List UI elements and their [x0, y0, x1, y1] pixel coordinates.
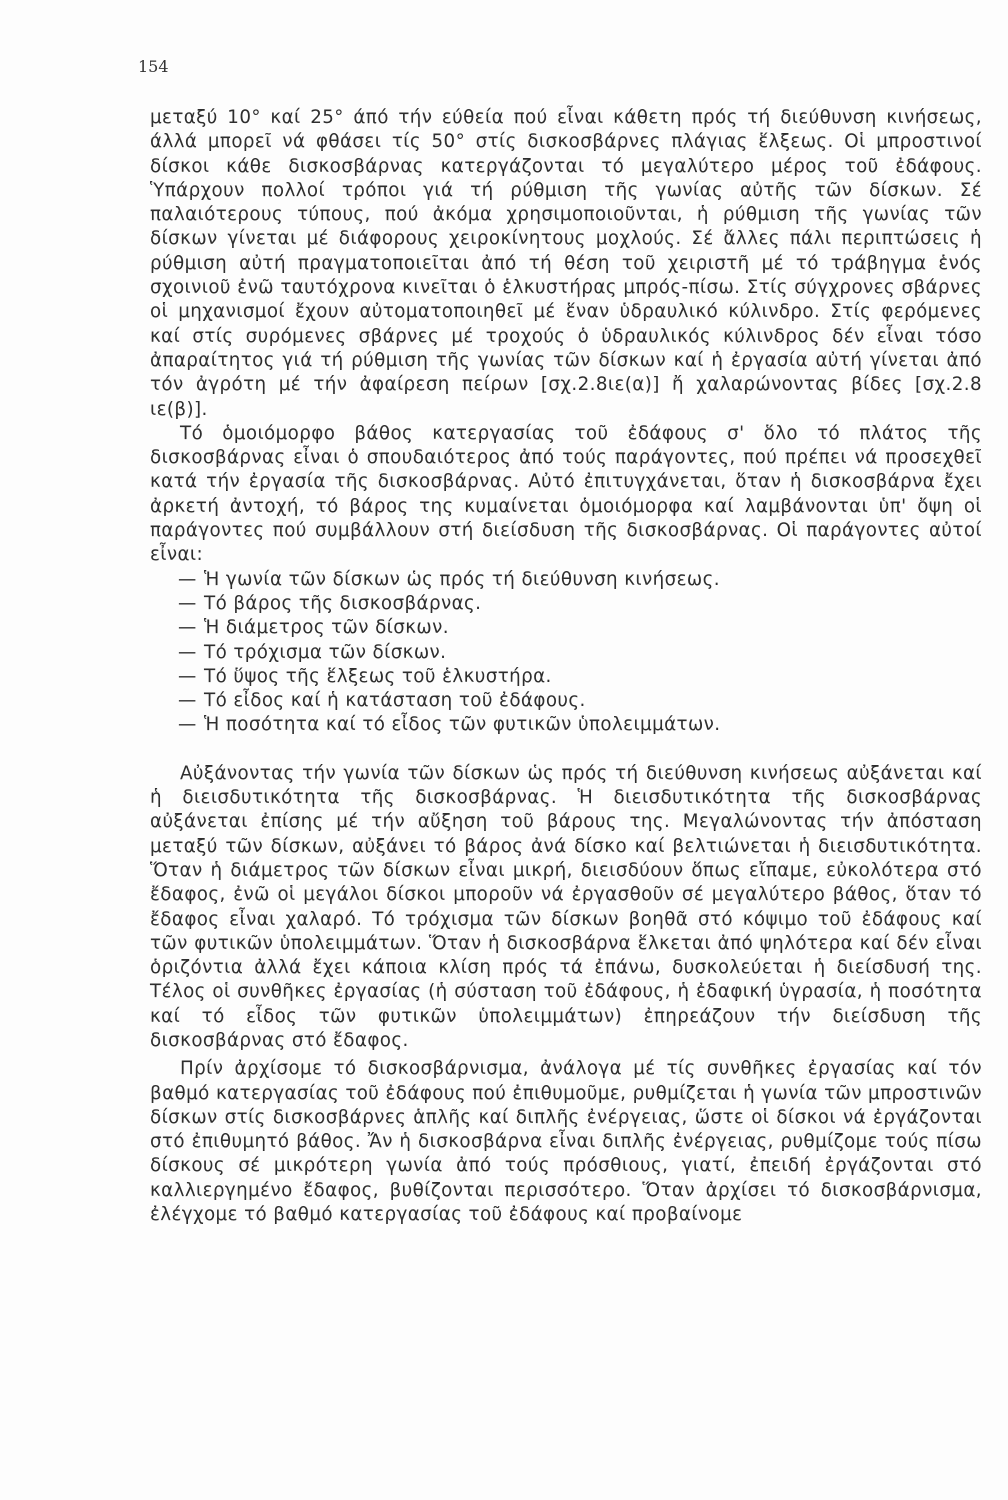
- paragraph-disc-angle-adjustment: μεταξύ 10° καί 25° άπό τήν εύθεία πού εἶναι κάθετη πρός τή διεύθυνση κινήσεως, άλλά μπορεῖ νά φθάσει τίς 50° στίς δισκοσβάρνες πλάγιας ἕλξεως. Οἱ μπροστινοί δίσκοι κάθε δισκοσβάρνας κατεργάζονται τό μεγαλύτερο μέρος τοῦ ἐδάφους. Ὑπάρχουν πολλοί τρόποι γιά τή ρύθμιση τῆς γωνίας αὐτῆς τῶν δίσκων. Σέ παλαιότερους τύπους, πού ἀκόμα χρησιμοποιοῦνται, ἡ ρύθμιση τῆς γωνίας τῶν δίσκων γίνεται μέ διάφορους χειροκίνητους μοχλούς. Σέ ἄλλες πάλι περιπτώσεις ἡ ρύθμιση αὐτή πραγματοποιεῖται ἀπό τή θέση τοῦ χειριστῆ μέ τό τράβηγμα ἑνός σχοινιοῦ ἐνῶ ταυτόχρονα κινεῖται ὁ ἑλκυστήρας μπρός-πίσω. Στίς σύγχρονες σβάρνες οἱ μηχανισμοί ἔχουν αὐτοματοποιηθεῖ μέ ἕναν ὑδραυλικό κύλινδρο. Στίς φερόμενες καί στίς συρόμενες σβάρνες μέ τροχούς ὁ ὑδραυλικός κύλινδρος δέν εἶναι τόσο ἀπαραίτητος γιά τή ρύθμιση τῆς γωνίας τῶν δίσκων καί ἡ ἐργασία αὐτή γίνεται ἀπό τόν ἀγρότη μέ τήν ἀφαίρεση πείρων [σχ.2.8ιε(α)] ἤ χαλαρώνοντας βίδες [σχ.2.8 ιε(β)].: [150, 107, 982, 420]
- list-item: [150, 616, 982, 640]
- list-item-text: Ἡ διάμετρος τῶν δίσκων.: [204, 617, 449, 639]
- list-item-text: Ἡ ποσότητα καί τό εἶδος τῶν φυτικῶν ὑπολειμμάτων.: [204, 714, 721, 736]
- list-item-text: Τό εἶδος καί ἡ κατάσταση τοῦ ἐδάφους.: [204, 690, 586, 712]
- list-item-text: Ἡ γωνία τῶν δίσκων ὡς πρός τή διεύθυνση κινήσεως.: [204, 568, 720, 590]
- spacer: [150, 738, 982, 762]
- paragraph-penetration-factors: Αὐξάνοντας τήν γωνία τῶν δίσκων ὡς πρός τή διεύθυνση κινήσεως αὐξάνεται καί ἡ διεισδυτικότητα τῆς δισκοσβάρνας. Ἡ διεισδυτικότητα τῆς δισκοσβάρνας αὐξάνεται ἐπίσης μέ τήν αὔξηση τοῦ βάρους της. Μεγαλώνοντας τήν ἀπόσταση μεταξύ τῶν δίσκων, αὐξάνει τό βάρος ἀνά δίσκο καί βελτιώνεται ἡ διεισδυτικότητα. Ὅταν ἡ διάμετρος τῶν δίσκων εἶναι μικρή, διεισδύουν ὅπως εἴπαμε, εὐκολότερα στό ἔδαφος, ἐνῶ οἱ μεγάλοι δίσκοι μποροῦν νά ἐργασθοῦν σέ μεγαλύτερο βάθος, ὅταν τό ἔδαφος εἶναι χαλαρό. Τό τρόχισμα τῶν δίσκων βοηθᾶ στό κόψιμο τοῦ ἐδάφους καί τῶν φυτικῶν ὑπολειμμάτων. Ὅταν ἡ δισκοσβάρνα ἕλκεται ἀπό ψηλότερα καί δέν εἶναι ὁριζόντια ἀλλά ἔχει κάποια κλίση πρός τά ἐπάνω, δυσκολεύεται ἡ διείσδυσή της. Τέλος οἱ συνθῆκες ἐργασίας (ἡ σύσταση τοῦ ἐδάφους, ἡ ἐδαφική ὑγρασία, ἡ ποσότητα καί τό εἶδος τῶν φυτικῶν ὑπολειμμάτων) ἐπηρεάζουν τήν διείσδυση τῆς δισκοσβάρνας στό ἔδαφος.: [150, 762, 982, 1051]
- list-item: [150, 689, 982, 713]
- paragraph-before-harrowing: Πρίν ἀρχίσομε τό δισκοσβάρνισμα, ἀνάλογα μέ τίς συνθῆκες ἐργασίας καί τόν βαθμό κατεργασίας τοῦ ἐδάφους πού ἐπιθυμοῦμε, ρυθμίζεται ἡ γωνία τῶν μπροστινῶν δίσκων στίς δισκοσβάρνες ἁπλῆς καί διπλῆς ἐνέργειας, ὥστε οἱ δίσκοι νά ἐργάζονται στό ἐπιθυμητό βάθος. Ἄν ἡ δισκοσβάρνα εἶναι διπλῆς ἐνέργειας, ρυθμίζομε τούς πίσω δίσκους σέ μικρότερη γωνία ἀπό τούς πρόσθιους, γιατί, ἐπειδή ἐργάζονται στό καλλιεργημένο ἔδαφος, βυθίζονται περισσότερο. Ὅταν ἀρχίσει τό δισκοσβάρνισμα, ἐλέγχομε τό βαθμό κατεργασίας τοῦ ἐδάφους καί προβαίνομε: [150, 1058, 982, 1226]
- list-item-text: Τό τρόχισμα τῶν δίσκων.: [204, 641, 447, 663]
- body-text: [150, 106, 982, 1227]
- paragraph-uniform-depth: Τό ὁμοιόμορφο βάθος κατεργασίας τοῦ ἐδάφους σ' ὅλο τό πλάτος τῆς δισκοσβάρνας εἶναι ὁ σπουδαιότερος ἀπό τούς παράγοντες, πού πρέπει νά προσεχθεῖ κατά τήν ἐργασία τῆς δισκοσβάρνας. Αὐτό ἐπιτυγχάνεται, ὅταν ἡ δισκοσβάρνα ἔχει ἀρκετή ἀντοχή, τό βάρος της κυμαίνεται ὁμοιόμορφα καί λαμβάνονται ὑπ' ὄψη οἱ παράγοντες πού συμβάλλουν στή διείσδυση τῆς δισκοσβάρνας. Οἱ παράγοντες αὐτοί εἶναι:: [150, 422, 982, 566]
- dash-bullet: —: [178, 592, 197, 614]
- list-item: [150, 713, 982, 737]
- dash-bullet: —: [178, 568, 197, 590]
- list-item-text: Τό βάρος τῆς δισκοσβάρνας.: [204, 592, 482, 614]
- dash-bullet: —: [178, 641, 197, 663]
- list-item: [150, 592, 982, 616]
- dash-bullet: —: [178, 714, 197, 736]
- dash-bullet: —: [178, 690, 197, 712]
- list-item: [150, 568, 982, 592]
- list-item: [150, 641, 982, 665]
- dash-bullet: —: [178, 617, 197, 639]
- factors-list: [150, 568, 982, 738]
- list-item: [150, 665, 982, 689]
- dash-bullet: —: [178, 665, 197, 687]
- page-number: 154: [138, 57, 169, 76]
- list-item-text: Τό ὕψος τῆς ἕλξεως τοῦ ἑλκυστήρα.: [204, 665, 552, 687]
